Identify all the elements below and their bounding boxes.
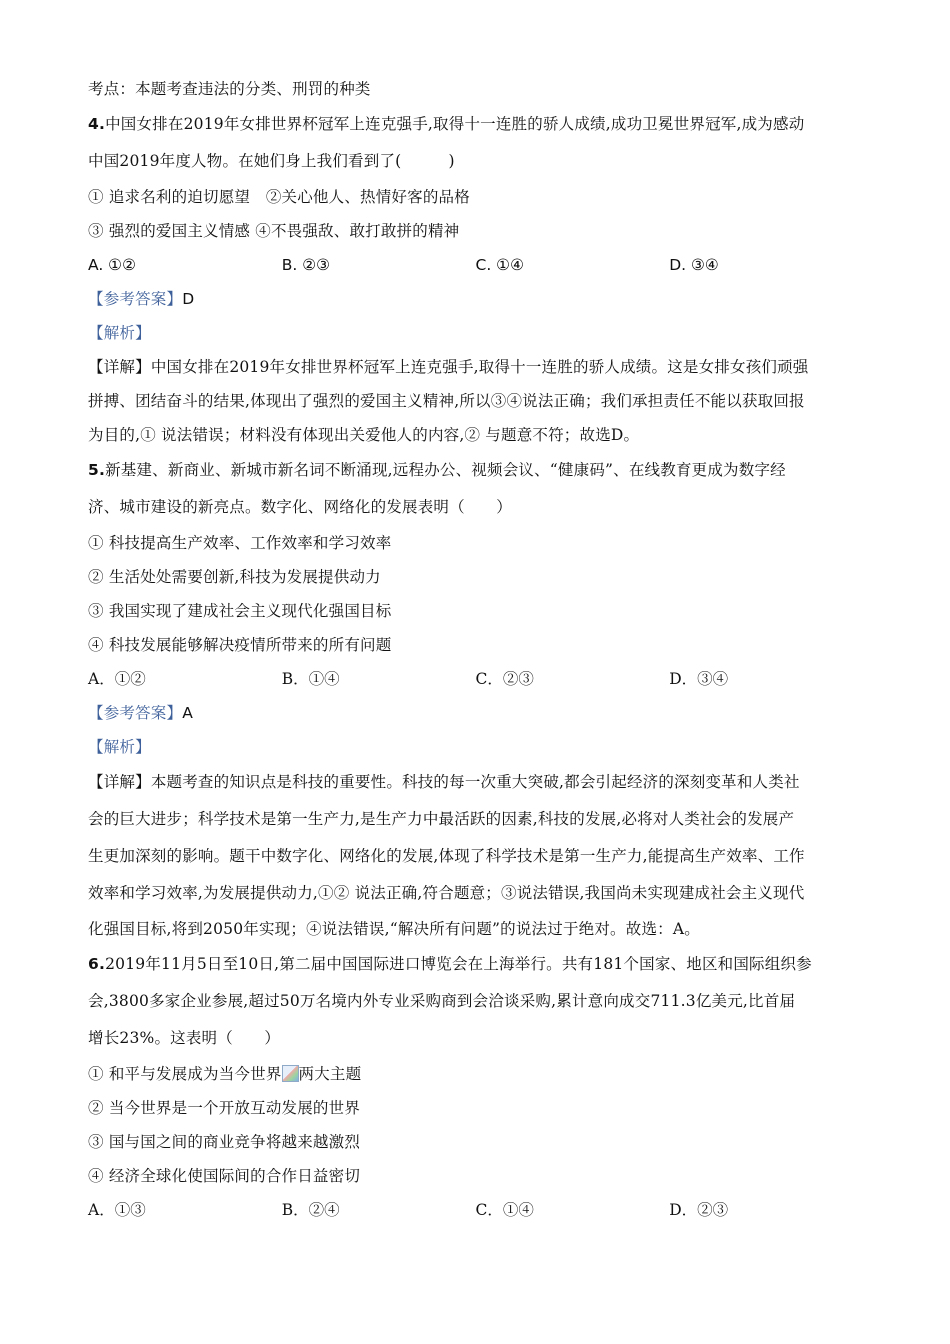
q4-stem-line-1: 4.中国女排在2019年女排世界杯冠军上连克强手,取得十一连胜的骄人成绩,成功卫冕世界冠军,成为感动 <box>88 115 805 133</box>
q5-option-d: D．③④ <box>669 670 729 688</box>
q5-stem-line-2: 济、城市建设的新亮点。数字化、网络化的发展表明（ ） <box>88 498 512 516</box>
q5-detail-1: 【详解】本题考查的知识点是科技的重要性。科技的每一次重大突破,都会引起经济的深刻变革和人类社 <box>88 773 800 791</box>
q4-option-a: A. ①② <box>88 256 136 274</box>
q4-stem-line-2: 中国2019年度人物。在她们身上我们看到了( ) <box>88 152 455 170</box>
q6-option-a: A．①③ <box>88 1201 146 1219</box>
q4-answer: 【参考答案】D <box>88 290 195 308</box>
q6-options <box>88 1193 863 1227</box>
q5-detail-4: 效率和学习效率,为发展提供动力,①② 说法正确,符合题意；③说法错误,我国尚未实现建成社会主义现代 <box>88 884 805 902</box>
q5-stem-line-1: 5.新基建、新商业、新城市新名词不断涌现,远程办公、视频会议、“健康码”、在线教育更成为数字经 <box>88 461 786 479</box>
q6-number: 6. <box>88 955 106 973</box>
q5-detail-2: 会的巨大进步；科学技术是第一生产力,是生产力中最活跃的因素,科技的发展,必将对人类社会的发展产 <box>88 810 795 828</box>
q4-detail-1: 【详解】中国女排在2019年女排世界杯冠军上连克强手,取得十一连胜的骄人成绩。这是女排女孩们顽强 <box>88 358 809 376</box>
q5-option-b: B．①④ <box>281 670 340 688</box>
q4-options <box>88 248 863 282</box>
kaodian-line: 考点：本题考查违法的分类、刑罚的种类 <box>88 80 371 98</box>
broken-image-icon <box>282 1065 299 1082</box>
q6-stem-line-3: 增长23%。这表明（ ） <box>88 1029 281 1047</box>
q5-option-c: C．②③ <box>475 670 534 688</box>
q4-option-d: D. ③④ <box>669 256 719 274</box>
q4-analysis-tag: 【解析】 <box>88 324 151 342</box>
q6-item-4: ④ 经济全球化使国际间的合作日益密切 <box>88 1167 361 1185</box>
q5-detail-5: 化强国目标,将到2050年实现；④说法错误,“解决所有问题”的说法过于绝对。故选：A。 <box>88 920 700 938</box>
q5-detail-3: 生更加深刻的影响。题干中数字化、网络化的发展,体现了科学技术是第一生产力,能提高生产效率、工作 <box>88 847 805 865</box>
q5-item-4: ④ 科技发展能够解决疫情所带来的所有问题 <box>88 636 392 654</box>
q4-option-c: C. ①④ <box>475 256 524 274</box>
q6-stem-line-2: 会,3800多家企业参展,超过50万名境内外专业采购商到会洽谈采购,累计意向成交711.3亿美元,比首届 <box>88 992 796 1010</box>
q5-answer: 【参考答案】A <box>88 704 194 722</box>
q6-option-d: D．②③ <box>669 1201 729 1219</box>
q5-item-2: ② 生活处处需要创新,科技为发展提供动力 <box>88 568 381 586</box>
q5-option-a: A．①② <box>88 670 146 688</box>
q4-item-2: ③ 强烈的爱国主义情感 ④不畏强敌、敢打敢拼的精神 <box>88 222 460 240</box>
q5-item-1: ① 科技提高生产效率、工作效率和学习效率 <box>88 534 392 552</box>
q6-stem-line-1: 6.2019年11月5日至10日,第二届中国国际进口博览会在上海举行。共有181个国家、地区和国际组织参 <box>88 955 812 973</box>
q5-item-3: ③ 我国实现了建成社会主义现代化强国目标 <box>88 602 392 620</box>
q6-item-2: ② 当今世界是一个开放互动发展的世界 <box>88 1099 361 1117</box>
q5-analysis-tag: 【解析】 <box>88 738 151 756</box>
q6-item-3: ③ 国与国之间的商业竞争将越来越激烈 <box>88 1133 361 1151</box>
q4-item-1: ① 追求名利的迫切愿望 ②关心他人、热情好客的品格 <box>88 188 470 206</box>
q4-number: 4. <box>88 115 106 133</box>
q5-number: 5. <box>88 461 106 479</box>
q6-option-c: C．①④ <box>475 1201 534 1219</box>
q4-option-b: B. ②③ <box>281 256 331 274</box>
q4-detail-3: 为目的,① 说法错误；材料没有体现出关爱他人的内容,② 与题意不符；故选D。 <box>88 426 640 444</box>
exam-page <box>88 72 863 1227</box>
q4-detail-2: 拼搏、团结奋斗的结果,体现出了强烈的爱国主义精神,所以③④说法正确；我们承担责任不能以获取回报 <box>88 392 805 410</box>
q5-options <box>88 662 863 696</box>
q6-option-b: B．②④ <box>281 1201 340 1219</box>
q6-item-1: ① 和平与发展成为当今世界 两大主题 <box>88 1065 362 1083</box>
